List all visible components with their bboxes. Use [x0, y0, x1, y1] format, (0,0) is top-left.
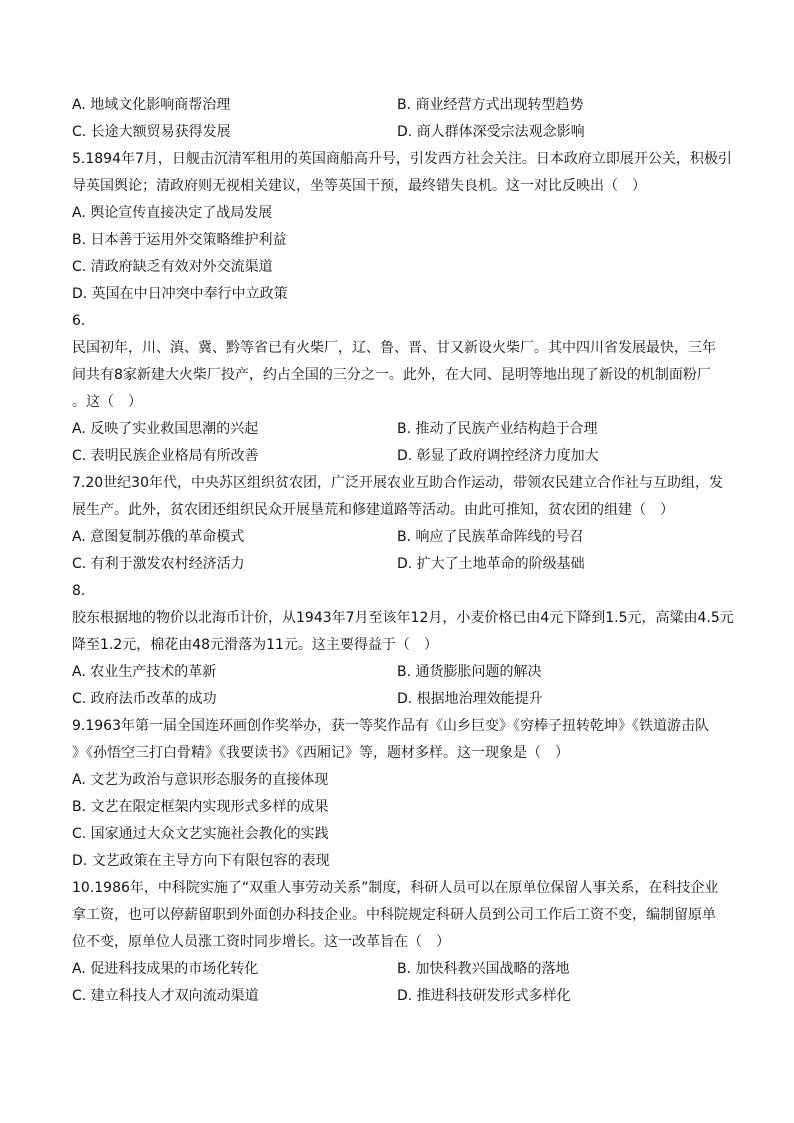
option-row [72, 686, 724, 713]
text-line: C. 国家通过大众文艺实施社会教化的实践 [72, 826, 329, 842]
text-line: 胶东根据地的物价以北海币计价，从1943年7月至该年12月，小麦价格已由4元下降到1.5元，高粱由4.5元 [72, 610, 734, 626]
text-line: D. 英国在中日冲突中奉行中立政策 [72, 286, 288, 302]
question-content [72, 92, 734, 1010]
option-text: B. 推动了民族产业结构趋于合理 [397, 421, 598, 437]
option-text: D. 推进科技研发形式多样化 [397, 988, 571, 1004]
option-row [72, 119, 724, 146]
text-line: 9.1963年第一届全国连环画创作奖举办，获一等奖作品有《山乡巨变》《穷棒子扭转乾坤》《铁道游击队 [72, 718, 709, 734]
option-text: C. 表明民族企业格局有所改善 [72, 448, 259, 464]
option-row [72, 659, 724, 686]
text-line: 7.20世纪30年代，中央苏区组织贫农团，广泛开展农业互助合作运动，带领农民建立合作社与互助组，发 [72, 475, 723, 491]
text-line: 降至1.2元，棉花由48元滑落为11元。这主要得益于（ ） [72, 637, 438, 653]
option-row [72, 524, 724, 551]
text-line: 位不变，原单位人员涨工资时同步增长。这一改革旨在（ ） [72, 934, 450, 950]
option-text: C. 建立科技人才双向流动渠道 [72, 988, 259, 1004]
text-line: C. 清政府缺乏有效对外交流渠道 [72, 259, 273, 275]
option-text: B. 通货膨胀问题的解决 [397, 664, 542, 680]
option-text: A. 促进科技成果的市场化转化 [72, 961, 259, 977]
option-text: A. 反映了实业救国思潮的兴起 [72, 421, 259, 437]
option-text: A. 农业生产技术的革新 [72, 664, 217, 680]
text-line: 5.1894年7月，日舰击沉清军租用的英国商船高升号，引发西方社会关注。日本政府立即展开公关，积极引 [72, 151, 732, 167]
option-row [72, 956, 724, 983]
text-line: 10.1986年，中科院实施了“双重人事劳动关系”制度，科研人员可以在原单位保留人事关系，在科技企业 [72, 880, 719, 896]
text-line: A. 文艺为政治与意识形态服务的直接体现 [72, 772, 329, 788]
text-line: 》《孙悟空三打白骨精》《我要读书》《西厢记》等，题材多样。这一现象是（ ） [72, 745, 569, 761]
option-row [72, 92, 724, 119]
text-line: B. 日本善于运用外交策略维护利益 [72, 232, 287, 248]
option-text: C. 长途大额贸易获得发展 [72, 124, 231, 140]
text-line: D. 文艺政策在主导方向下有限包容的表现 [72, 853, 330, 869]
option-text: D. 扩大了土地革命的阶级基础 [397, 556, 585, 572]
text-line: B. 文艺在限定框架内实现形式多样的成果 [72, 799, 329, 815]
text-line: 6. [72, 313, 86, 329]
text-line: 展生产。此外，贫农团还组织民众开展垦荒和修建道路等活动。由此可推知，贫农团的组建（ ） [72, 502, 674, 518]
option-text: B. 商业经营方式出现转型趋势 [397, 97, 584, 113]
text-line: A. 舆论宣传直接决定了战局发展 [72, 205, 273, 221]
option-text: B. 加快科教兴国战略的落地 [397, 961, 570, 977]
text-line: 8. [72, 583, 86, 599]
option-text: C. 政府法币改革的成功 [72, 691, 217, 707]
option-text: A. 地域文化影响商帮治理 [72, 97, 231, 113]
option-text: D. 商人群体深受宗法观念影响 [397, 124, 585, 140]
text-line: 导英国舆论；清政府则无视相关建议，坐等英国干预，最终错失良机。这一对比反映出（ ） [72, 178, 646, 194]
option-row [72, 443, 724, 470]
text-line: 。这（ ） [72, 394, 142, 410]
option-text: D. 彰显了政府调控经济力度加大 [397, 448, 599, 464]
text-line: 间共有8家新建大火柴厂投产，约占全国的三分之一。此外，在大同、昆明等地出现了新设的机制面粉厂 [72, 367, 711, 383]
option-row [72, 416, 724, 443]
option-text: D. 根据地治理效能提升 [397, 691, 543, 707]
option-text: A. 意图复制苏俄的革命模式 [72, 529, 245, 545]
option-row [72, 983, 724, 1010]
option-row [72, 551, 724, 578]
text-line: 民国初年，川、滇、冀、黔等省已有火柴厂，辽、鲁、晋、甘又新设火柴厂。其中四川省发展最快，三年 [72, 340, 716, 356]
option-text: B. 响应了民族革命阵线的号召 [397, 529, 584, 545]
option-text: C. 有利于激发农村经济活力 [72, 556, 245, 572]
text-line: 拿工资，也可以停薪留职到外面创办科技企业。中科院规定科研人员到公司工作后工资不变，编制留原单 [72, 907, 716, 923]
